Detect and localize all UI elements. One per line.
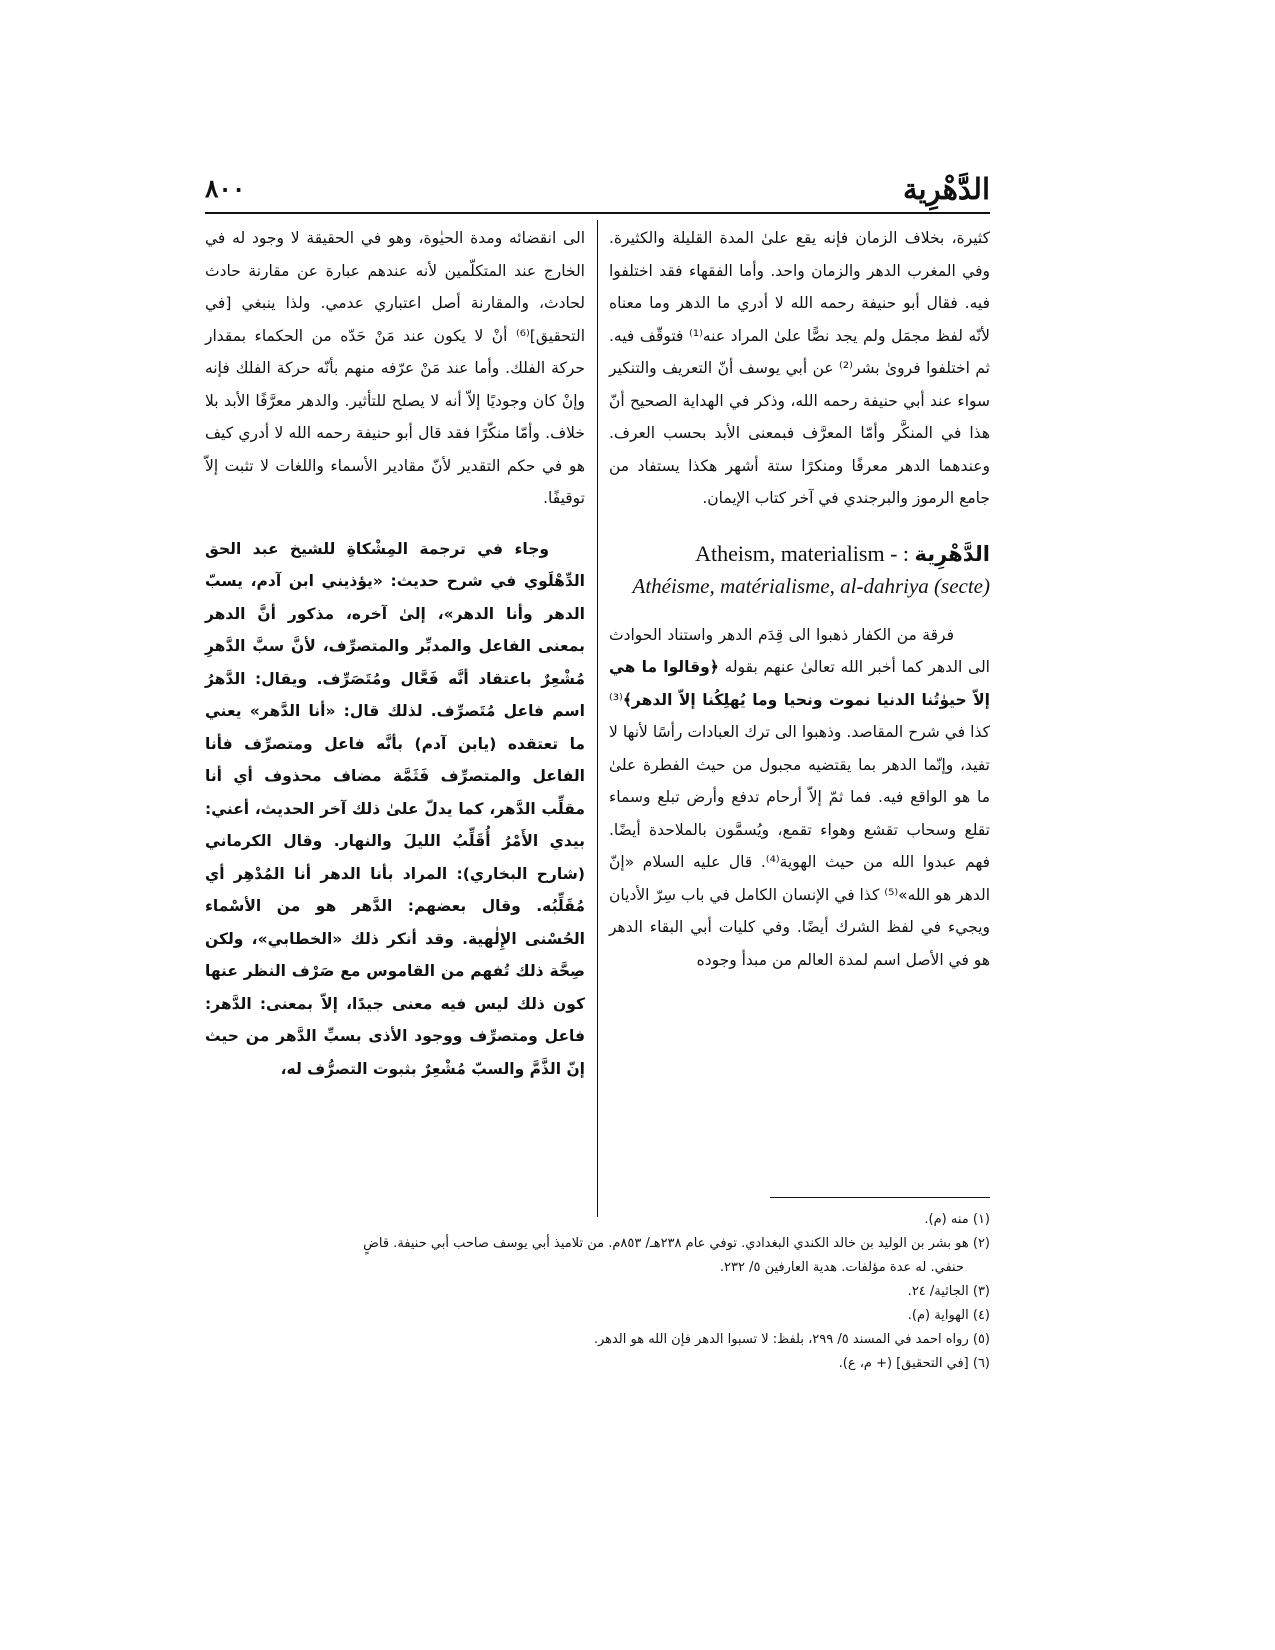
- right-paragraph-1: كثيرة، بخلاف الزمان فإنه يقع علىٰ المدة القليلة والكثيرة. وفي المغرب الدهر والزمان واحد. وأما الفقهاء فقد اختلفوا فيه. فقال أبو حنيفة رحمه الله لا أدري ما الدهر وما معناه لأنّه لفظ مجمَل ولم يجد نصًّا علىٰ المراد عنه⁽¹⁾ فتوقّف فيه. ثم اختلفوا فروىٰ بشر⁽²⁾ عن أبي يوسف أنّ التعريف والتنكير سواء عند أبي حنيفة رحمه الله، وذكر في الهداية الصحيح أنّ هذا في المنكَّر وأمّا المعرَّف فبمعنى الأبد بحسب العرف. وعندهما الدهر معرفًا ومنكرًا ستة أشهر هكذا يستفاد من جامع الرموز والبرجندي في آخر كتاب الإيمان.: [609, 229, 990, 507]
- paragraph-gap: [609, 515, 990, 533]
- page-number: ٨٠٠: [205, 174, 246, 203]
- left-paragraph-2: وجاء في ترجمة المِشْكاةِ للشيخ عبد الحق الدِّهْلَوي في شرح حديث: «يؤذيني ابن آدم، يسبّ الدهر وأنا الدهر»، إلىٰ آخره، مذكور أنَّ الدهر بمعنى الفاعل والمدبِّر والمتصرِّف، لأنَّ سبَّ الدَّهرِ مُشْعِرٌ باعتقاد أنَّه فَعَّال ومُتَصَرِّف. ويقال: الدَّهرُ اسم فاعل مُتَصرِّف. لذلك قال: «أنا الدَّهر» يعني ما تعتقده (يابن آدم) بأنَّه فاعل ومتصرِّف فأنا الفاعل والمتصرِّف فَثَمَّة مضاف محذوف أي أنا مقلِّب الدَّهر، كما يدلّ علىٰ ذلك آخر الحديث، أعني: بيدي الأَمْرُ أُقَلِّبُ الليلَ والنهار. وقال الكرماني (شارح البخاري): المراد بأنا الدهر أنا المُدْهِر أي مُقَلِّبُه. وقال بعضهم: الدَّهر هو من الأسْماء الحُسْنى الإِلٰهية. وقد أنكر ذلك «الخطابي»، ولكن صِحَّة ذلك تُفهم من القاموس مع صَرْف النظر عنها كون ذلك ليس فيه معنى جيدًا، إلاّ بمعنى: الدَّهر: فاعل ومتصرِّف ووجود الأذى بسبِّ الدَّهر من حيث إنّ الذَّمَّ والسبّ مُشْعِرٌ بثبوت التصرُّف له،: [205, 539, 585, 1078]
- left-paragraph-1: الى انقضائه ومدة الحيٰوة، وهو في الحقيقة لا وجود له في الخارج عند المتكلّمين لأنه عندهم عبارة عن مقارنة حادث لحادث، والمقارنة أصل اعتباري عدمي. ولذا ينبغي [في التحقيق]⁽⁶⁾ أنْ لا يكون عند مَنْ حَدّه من الحكماء بمقدار حركة الفلك. وأما عند مَنْ عرّفه منهم بأنّه حركة الفلك فإنه وإنْ كان وجوديًا إلاّ أنه لا يصلح للتأثير. والدهر معرَّفًا الأبد بلا خلاف. وأمّا منكّرًا فقد قال أبو حنيفة رحمه الله لا أدري كيف هو في حكم التقدير لأنّ مقادير الأسماء واللغات لا تثبت إلاّ توقيفًا.: [205, 229, 585, 507]
- paragraph-gap: [609, 601, 990, 619]
- entry-heading: [609, 537, 990, 601]
- footnote-3: (٣) الجاثية/ ٢٤.: [907, 1284, 990, 1299]
- left-column: [205, 222, 585, 1085]
- footnotes: [205, 1208, 990, 1376]
- right-paragraph-2: [609, 619, 990, 977]
- entry-term-fr: Athéisme, matérialisme, al-dahriya (secte): [632, 573, 990, 598]
- entry-term-ar: الدَّهْرِية: [914, 541, 990, 566]
- entry-term-en: Atheism, materialism: [695, 540, 885, 566]
- quran-quote: ﴿وقالوا ما هي إلاّ حيوٰتُنا الدنيا نموت ونحيا وما يُهلِكُنا إلاّ الدهر﴾: [609, 658, 990, 709]
- footnote-6: (٦) [في التحقيق] (+ م، ع).: [838, 1356, 990, 1371]
- page-header: [205, 172, 990, 212]
- entry-text-a: فرقة من الكفار ذهبوا الى قِدَم الدهر واستناد الحوادث الى الدهر كما أخبر الله تعالىٰ عنهم بقوله: [609, 625, 990, 676]
- footnote-1: (١) منه (م).: [924, 1212, 990, 1227]
- footnote-2-continued: حنفي. له عدة مؤلفات. هدية العارفين ٥/ ٢٣٢.: [719, 1260, 964, 1275]
- footnote-5: (٥) رواه احمد في المسند ٥/ ٢٩٩، بلفظ: لا تسبوا الدهر فإن الله هو الدهر.: [593, 1332, 990, 1347]
- footnote-2: (٢) هو بشر بن الوليد بن خالد الكندي البغدادي. توفي عام ٢٣٨هـ/ ٨٥٣م. من تلاميذ أبي يوسف صاحب أبي حنيفة. قاضٍ: [363, 1236, 990, 1251]
- running-head: الدَّهْرِية: [902, 172, 990, 206]
- footnote-4: (٤) الهواية (م).: [907, 1308, 990, 1323]
- right-column: [609, 222, 990, 976]
- entry-separator: - :: [890, 540, 910, 566]
- paragraph-gap: [205, 515, 585, 533]
- header-rule: [205, 212, 990, 214]
- column-divider: [597, 220, 598, 1217]
- entry-text-b: ⁽³⁾ كذا في شرح المقاصد. وذهبوا الى ترك العبادات رأسًا لأنها لا تفيد، وإنّما الدهر بما يقتضيه مجبول من حيث الفطرة علىٰ ما هو الواقع فيه. فما ثمّ إلاّ أرحام تدفع وأرض تبلع وسماء تقلع وسحاب تقشع وهواء تقمع، ويُسمَّون بالملاحدة أيضًا. فهم عبدوا الله من حيث الهوية⁽⁴⁾. قال عليه السلام «إنّ الدهر هو الله»⁽⁵⁾ كذا في الإنسان الكامل في باب سِرّ الأديان ويجيء في لفظ الشرك أيضًا. وفي كليات أبي البقاء الدهر هو في الأصل اسم لمدة العالم من مبدأ وجوده: [609, 690, 990, 969]
- footnote-rule: [770, 1197, 990, 1198]
